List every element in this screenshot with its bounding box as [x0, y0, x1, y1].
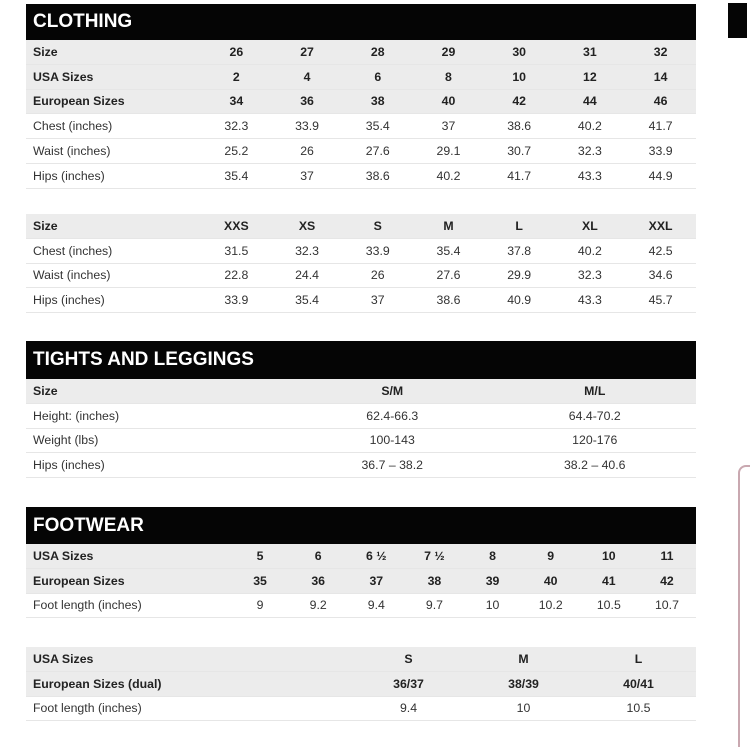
table-cell: 38.6: [484, 114, 555, 139]
table-cell: 31: [555, 40, 626, 64]
footwear-numeric-size-table: [26, 544, 696, 618]
table-cell: 36/37: [351, 671, 466, 696]
table-cell: 46: [625, 89, 696, 114]
table-cell: 10.7: [638, 593, 696, 618]
table-row: [26, 40, 696, 64]
table-cell: 10: [464, 593, 522, 618]
clothing-letter-size-table: [26, 214, 696, 313]
table-row: [26, 114, 696, 139]
table-cell: 34: [201, 89, 272, 114]
row-label: Hips (inches): [26, 288, 201, 313]
table-cell: 26: [201, 40, 272, 64]
table-cell: 44.9: [625, 163, 696, 188]
table-cell: 37: [347, 568, 405, 593]
table-cell: 43.3: [555, 288, 626, 313]
table-cell: 120-176: [494, 428, 697, 453]
table-cell: 27.6: [413, 263, 484, 288]
table-cell: 32.3: [555, 263, 626, 288]
row-label: Foot length (inches): [26, 696, 351, 721]
table-cell: S/M: [291, 379, 494, 403]
table-cell: XXL: [625, 214, 696, 238]
table-cell: L: [581, 647, 696, 671]
corner-block: [728, 3, 747, 38]
row-label: Size: [26, 214, 201, 238]
table-row: [26, 263, 696, 288]
table-cell: 10.2: [522, 593, 580, 618]
table-cell: 38.2 – 40.6: [494, 453, 697, 478]
tights-size-table: [26, 379, 696, 478]
table-cell: 8: [464, 544, 522, 568]
table-cell: 40: [522, 568, 580, 593]
table-cell: 9.2: [289, 593, 347, 618]
table-cell: 44: [555, 89, 626, 114]
table-cell: 30: [484, 40, 555, 64]
table-cell: 38.6: [413, 288, 484, 313]
table-cell: 36.7 – 38.2: [291, 453, 494, 478]
row-label: USA Sizes: [26, 64, 201, 89]
table-cell: 2: [201, 64, 272, 89]
table-cell: 4: [272, 64, 343, 89]
table-cell: 38: [405, 568, 463, 593]
table-cell: 9.7: [405, 593, 463, 618]
table-cell: 9: [522, 544, 580, 568]
row-label: USA Sizes: [26, 647, 351, 671]
table-cell: 32: [625, 40, 696, 64]
table-cell: 40.2: [413, 163, 484, 188]
table-cell: 22.8: [201, 263, 272, 288]
table-row: [26, 89, 696, 114]
table-cell: 45.7: [625, 288, 696, 313]
table-cell: 30.7: [484, 139, 555, 164]
table-cell: 32.3: [201, 114, 272, 139]
row-label: Size: [26, 379, 291, 403]
table-cell: 37: [342, 288, 413, 313]
table-row: [26, 238, 696, 263]
row-label: European Sizes: [26, 568, 231, 593]
clothing-numeric-size-table: [26, 40, 696, 189]
table-cell: 35.4: [342, 114, 413, 139]
table-cell: 9.4: [351, 696, 466, 721]
table-cell: 42.5: [625, 238, 696, 263]
table-row: [26, 288, 696, 313]
table-cell: 14: [625, 64, 696, 89]
table-cell: 33.9: [201, 288, 272, 313]
table-row: [26, 163, 696, 188]
clothing-title: CLOTHING: [33, 11, 133, 32]
table-row: [26, 379, 696, 403]
table-row: [26, 568, 696, 593]
row-label: Waist (inches): [26, 139, 201, 164]
table-cell: 34.6: [625, 263, 696, 288]
table-row: [26, 428, 696, 453]
table-cell: 36: [289, 568, 347, 593]
table-cell: 8: [413, 64, 484, 89]
table-cell: 33.9: [342, 238, 413, 263]
row-label: European Sizes: [26, 89, 201, 114]
table-cell: 41.7: [625, 114, 696, 139]
table-cell: 37: [413, 114, 484, 139]
table-cell: 41.7: [484, 163, 555, 188]
table-cell: 43.3: [555, 163, 626, 188]
table-cell: L: [484, 214, 555, 238]
table-cell: 33.9: [625, 139, 696, 164]
table-cell: 28: [342, 40, 413, 64]
row-label: Waist (inches): [26, 263, 201, 288]
table-cell: 38/39: [466, 671, 581, 696]
table-cell: 6: [342, 64, 413, 89]
row-label: Weight (lbs): [26, 428, 291, 453]
table-cell: 9.4: [347, 593, 405, 618]
side-panel-edge: [738, 465, 750, 747]
table-cell: 40.2: [555, 238, 626, 263]
table-cell: 36: [272, 89, 343, 114]
table-cell: XL: [555, 214, 626, 238]
table-cell: 25.2: [201, 139, 272, 164]
table-cell: 26: [272, 139, 343, 164]
table-cell: 29: [413, 40, 484, 64]
table-cell: 35.4: [272, 288, 343, 313]
row-label: Size: [26, 40, 201, 64]
table-cell: 7 ½: [405, 544, 463, 568]
table-row: [26, 139, 696, 164]
table-cell: 62.4-66.3: [291, 403, 494, 428]
row-label: Foot length (inches): [26, 593, 231, 618]
table-cell: 9: [231, 593, 289, 618]
table-cell: 10: [484, 64, 555, 89]
table-cell: 100-143: [291, 428, 494, 453]
table-cell: 42: [638, 568, 696, 593]
table-cell: 35: [231, 568, 289, 593]
table-cell: S: [351, 647, 466, 671]
table-cell: 40/41: [581, 671, 696, 696]
table-row: [26, 403, 696, 428]
table-cell: 10.5: [581, 696, 696, 721]
table-cell: 33.9: [272, 114, 343, 139]
clothing-header: [26, 4, 696, 40]
table-cell: 10: [580, 544, 638, 568]
table-row: [26, 64, 696, 89]
table-cell: 40.9: [484, 288, 555, 313]
table-cell: 38.6: [342, 163, 413, 188]
table-cell: 64.4-70.2: [494, 403, 697, 428]
table-cell: M/L: [494, 379, 697, 403]
table-cell: 31.5: [201, 238, 272, 263]
table-cell: 11: [638, 544, 696, 568]
tights-header: [26, 341, 696, 379]
footwear-title: FOOTWEAR: [33, 515, 144, 536]
row-label: Height: (inches): [26, 403, 291, 428]
table-cell: 29.1: [413, 139, 484, 164]
table-cell: 6 ½: [347, 544, 405, 568]
table-row: [26, 696, 696, 721]
table-cell: 24.4: [272, 263, 343, 288]
row-label: European Sizes (dual): [26, 671, 351, 696]
tights-title: TIGHTS AND LEGGINGS: [33, 349, 254, 370]
table-cell: 38: [342, 89, 413, 114]
row-label: Hips (inches): [26, 163, 201, 188]
footwear-letter-size-table: [26, 647, 696, 721]
row-label: Hips (inches): [26, 453, 291, 478]
table-row: [26, 214, 696, 238]
table-cell: 5: [231, 544, 289, 568]
table-cell: 40: [413, 89, 484, 114]
table-cell: 41: [580, 568, 638, 593]
table-cell: 10: [466, 696, 581, 721]
table-cell: 37.8: [484, 238, 555, 263]
table-row: [26, 453, 696, 478]
table-cell: 12: [555, 64, 626, 89]
table-cell: 39: [464, 568, 522, 593]
table-row: [26, 544, 696, 568]
table-cell: M: [466, 647, 581, 671]
table-cell: 35.4: [201, 163, 272, 188]
table-row: [26, 593, 696, 618]
table-cell: 26: [342, 263, 413, 288]
table-cell: 27.6: [342, 139, 413, 164]
table-cell: 27: [272, 40, 343, 64]
table-cell: 42: [484, 89, 555, 114]
table-cell: 37: [272, 163, 343, 188]
table-cell: 32.3: [272, 238, 343, 263]
table-cell: 10.5: [580, 593, 638, 618]
table-cell: S: [342, 214, 413, 238]
table-cell: 29.9: [484, 263, 555, 288]
table-cell: M: [413, 214, 484, 238]
table-cell: XS: [272, 214, 343, 238]
table-cell: 40.2: [555, 114, 626, 139]
footwear-header: [26, 507, 696, 545]
table-row: [26, 671, 696, 696]
row-label: Chest (inches): [26, 238, 201, 263]
table-cell: 35.4: [413, 238, 484, 263]
table-cell: 6: [289, 544, 347, 568]
table-cell: 32.3: [555, 139, 626, 164]
table-cell: XXS: [201, 214, 272, 238]
table-row: [26, 647, 696, 671]
row-label: USA Sizes: [26, 544, 231, 568]
row-label: Chest (inches): [26, 114, 201, 139]
